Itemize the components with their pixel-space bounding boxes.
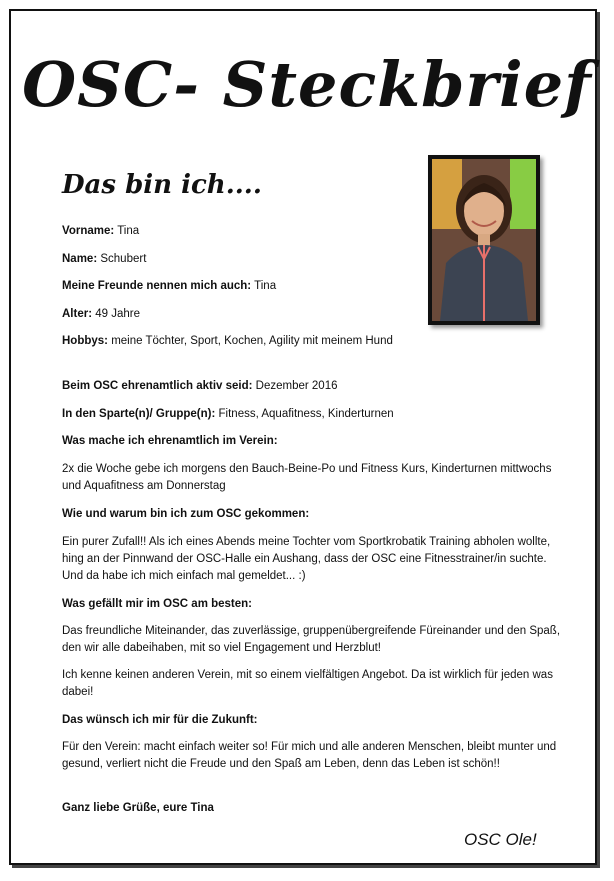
profile-photo <box>428 155 540 325</box>
label-name: Name: <box>62 253 98 265</box>
greeting: Ganz liebe Grüße, eure Tina <box>62 802 214 814</box>
label-sparte: In den Sparte(n)/ Gruppe(n): <box>62 408 216 420</box>
value-hobbies: meine Töchter, Sport, Kochen, Agility mit meinem Hund <box>111 335 393 347</box>
question-am-besten: Was gefällt mir im OSC am besten: <box>62 598 253 610</box>
value-sparte: Fitness, Aquafitness, Kinderturnen <box>218 408 394 420</box>
answer-am-besten-2: Ich kenne keinen anderen Verein, mit so einem vielfältigen Angebot. Da ist wirklich für jeden was dabei! <box>62 669 553 698</box>
label-age: Alter: <box>62 308 93 320</box>
question-ehrenamt: Was mache ich ehrenamtlich im Verein: <box>62 435 278 447</box>
page-title: OSC- Steckbrief <box>22 48 592 121</box>
answer-ehrenamt: 2x die Woche gebe ich morgens den Bauch-Beine-Po und Fitness Kurs, Kinderturnen mittwochs und Aquafitness am Donnerstag <box>62 463 552 492</box>
field-sparte <box>62 406 562 423</box>
answer-am-besten-1: Das freundliche Miteinander, das zuverlässige, gruppenübergreifende Füreinander und den Spaß, den wir alle dabeihaben, mit so viel Engagement und Herzblut! <box>62 625 561 654</box>
field-vorname <box>62 223 562 240</box>
label-hobbies: Hobbys: <box>62 335 108 347</box>
answer-zukunft: Für den Verein: macht einfach weiter so! Für mich und alle anderen Menschen, bleibt munter und gesund, verliert nicht die Freude und den Spaß am Leben, denn das Leben ist schön!! <box>62 741 557 770</box>
label-nickname: Meine Freunde nennen mich auch: <box>62 280 252 292</box>
field-nickname <box>62 278 562 295</box>
page-subtitle: Das bin ich.... <box>62 170 262 200</box>
field-hobbies <box>62 333 562 350</box>
field-name <box>62 251 562 268</box>
field-age <box>62 306 562 323</box>
value-name: Schubert <box>100 253 147 265</box>
question-wie-warum: Wie und warum bin ich zum OSC gekommen: <box>62 508 310 520</box>
value-age: 49 Jahre <box>95 308 140 320</box>
value-nickname: Tina <box>254 280 277 292</box>
closing-text: OSC Ole! <box>464 830 537 849</box>
label-since: Beim OSC ehrenamtlich aktiv seid: <box>62 380 253 392</box>
field-since <box>62 378 562 395</box>
answer-wie-warum: Ein purer Zufall!! Als ich eines Abends meine Tochter vom Sportkrobatik Training abholen wollte, hing an der Pinnwand der OSC-Halle ein Aushang, dass der OSC eine Fitnesstrainer/in suchte. Und da habe ich mich einfach mal gemeldet... :) <box>62 536 551 582</box>
value-since: Dezember 2016 <box>255 380 338 392</box>
question-zukunft: Das wünsch ich mir für die Zukunft: <box>62 714 258 726</box>
label-vorname: Vorname: <box>62 225 115 237</box>
value-vorname: Tina <box>117 225 140 237</box>
